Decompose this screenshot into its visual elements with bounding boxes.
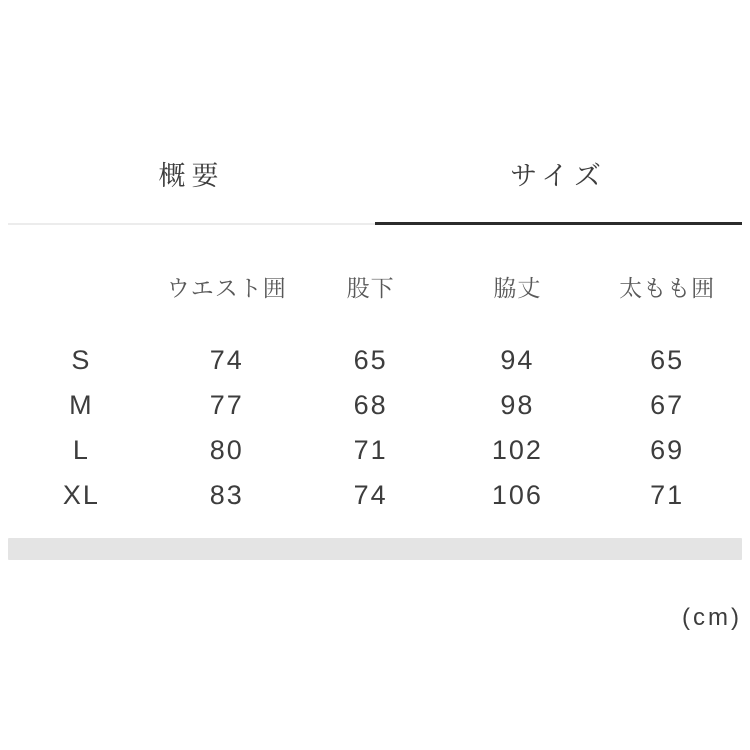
- cell-side-length: 94: [500, 345, 535, 375]
- size-table: [8, 270, 742, 518]
- cell-inseam: 65: [353, 345, 388, 375]
- table-row-xl: [8, 473, 742, 518]
- size-label: XL: [62, 480, 100, 510]
- cell-waist: 80: [209, 435, 244, 465]
- size-chart-panel: [8, 146, 742, 632]
- tab-overview-label: 概要: [158, 161, 225, 191]
- cell-side-length: 106: [491, 480, 543, 510]
- column-header-inseam: 股下: [346, 275, 395, 301]
- horizontal-scrollbar[interactable]: [8, 538, 742, 560]
- cell-thigh: 67: [650, 390, 685, 420]
- cell-thigh: 71: [650, 480, 685, 510]
- table-row-s: [8, 338, 742, 383]
- cell-inseam: 71: [353, 435, 388, 465]
- cell-thigh: 65: [650, 345, 685, 375]
- cell-inseam: 68: [353, 390, 388, 420]
- tab-overview[interactable]: [8, 146, 375, 225]
- cell-side-length: 102: [491, 435, 543, 465]
- table-row-m: [8, 383, 742, 428]
- size-label: S: [71, 345, 92, 375]
- tab-size-label: サイズ: [510, 161, 607, 191]
- table-row-l: [8, 428, 742, 473]
- tab-bar: [8, 146, 742, 225]
- cell-waist: 83: [209, 480, 244, 510]
- size-label: L: [72, 435, 90, 465]
- cell-inseam: 74: [353, 480, 388, 510]
- unit-label: (cm): [682, 604, 742, 631]
- table-header-row: [8, 270, 742, 303]
- cell-side-length: 98: [500, 390, 535, 420]
- column-header-waist: ウエスト囲: [166, 275, 287, 301]
- cell-waist: 74: [209, 345, 244, 375]
- tab-size[interactable]: [375, 146, 742, 225]
- cell-waist: 77: [209, 390, 244, 420]
- size-label: M: [69, 390, 94, 420]
- cell-thigh: 69: [650, 435, 685, 465]
- column-header-thigh: 太もも囲: [619, 275, 716, 301]
- column-header-side-length: 脇丈: [493, 275, 542, 301]
